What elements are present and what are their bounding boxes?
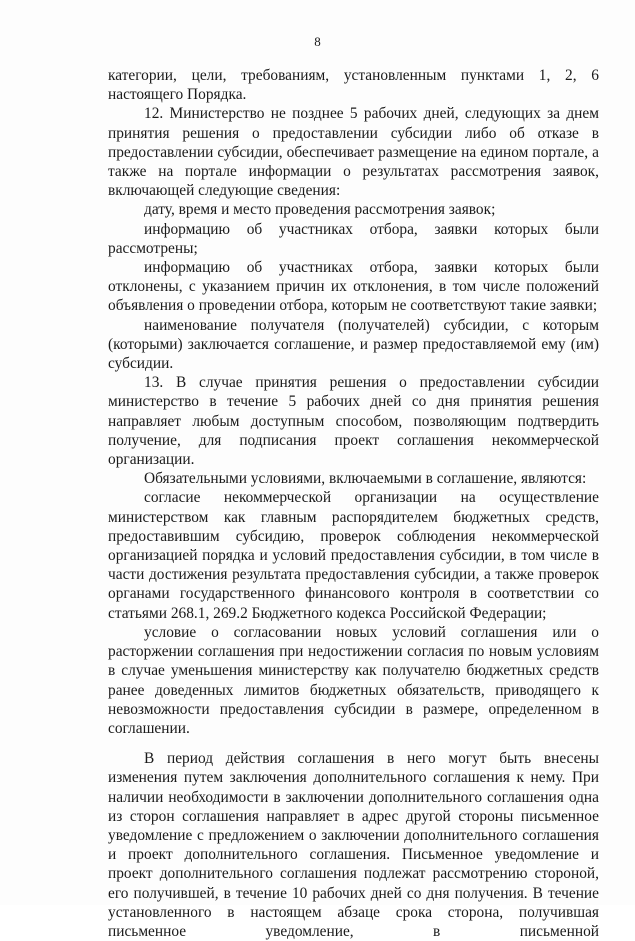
- paragraph: Обязательными условиями, включаемыми в соглашение, являются:: [144, 470, 587, 488]
- list-item: информацию об участниках отбора, заявки которых были рассмотрены;: [108, 220, 599, 257]
- paragraph: В период действия соглашения в него могут быть внесены изменения путем заключения дополнительного соглашения к нему. При наличии необходимости в заключении дополнительного соглашения одна из сторон соглашения направляет в адрес другой стороны письменное уведомление с предложением о заключении дополнительного соглашения и проект дополнительного соглашения. Письменное уведомление и проект дополнительного соглашения подлежат рассмотрению стороной, его получившей, в течение 10 рабочих дней со дня получения. В течение установленного в настоящем абзаце срока сторона, получившая письменное уведомление, в письменной: [108, 750, 599, 940]
- document-body: [108, 66, 599, 941]
- paragraph-item-12: 12. Министерство не позднее 5 рабочих дней, следующих за днем принятия решения о предоставлении субсидии либо об отказе в предоставлении субсидии, обеспечивает размещение на едином портале, а также на портале информации о результатах рассмотрения заявок, включающей следующие сведения:: [108, 105, 599, 200]
- paragraph-item-13: 13. В случае принятия решения о предоставлении субсидии министерство в течение 5 рабочих дней со дня принятия решения направляет любым доступным способом, позволяющим подтвердить получение, для подписания проект соглашения некоммерческой организации.: [108, 374, 599, 469]
- paragraph-continuation: категории, цели, требованиям, установленным пунктами 1, 2, 6 настоящего Порядка.: [108, 67, 599, 104]
- page-number: 8: [314, 34, 321, 49]
- list-item: условие о согласовании новых условий соглашения или о расторжении соглашения при недостижении согласия по новым условиям в случае уменьшения министерству как получателю бюджетных средств ранее доведенных лимитов бюджетных обязательств, приводящего к невозможности предоставления субсидии в размере, определенном в соглашении.: [108, 623, 599, 737]
- list-item: наименование получателя (получателей) субсидии, с которым (которыми) заключается соглашение, и размер предоставляемой ему (им) субсидии.: [108, 316, 599, 373]
- list-item: дату, время и место проведения рассмотрения заявок;: [144, 201, 496, 219]
- list-item: согласие некоммерческой организации на осуществление министерством как главным распорядителем бюджетных средств, предоставившим субсидию, проверок соблюдения некоммерческой организацией порядка и условий предоставления субсидии, в том числе в части достижения результата предоставления субсидии, а также проверок органами государственного финансового контроля в соответствии со статьями 268.1, 269.2 Бюджетного кодекса Российской Федерации;: [108, 489, 599, 622]
- list-item: информацию об участниках отбора, заявки которых были отклонены, с указанием причин их отклонения, в том числе положений объявления о проведении отбора, которым не соответствуют такие заявки;: [108, 259, 599, 315]
